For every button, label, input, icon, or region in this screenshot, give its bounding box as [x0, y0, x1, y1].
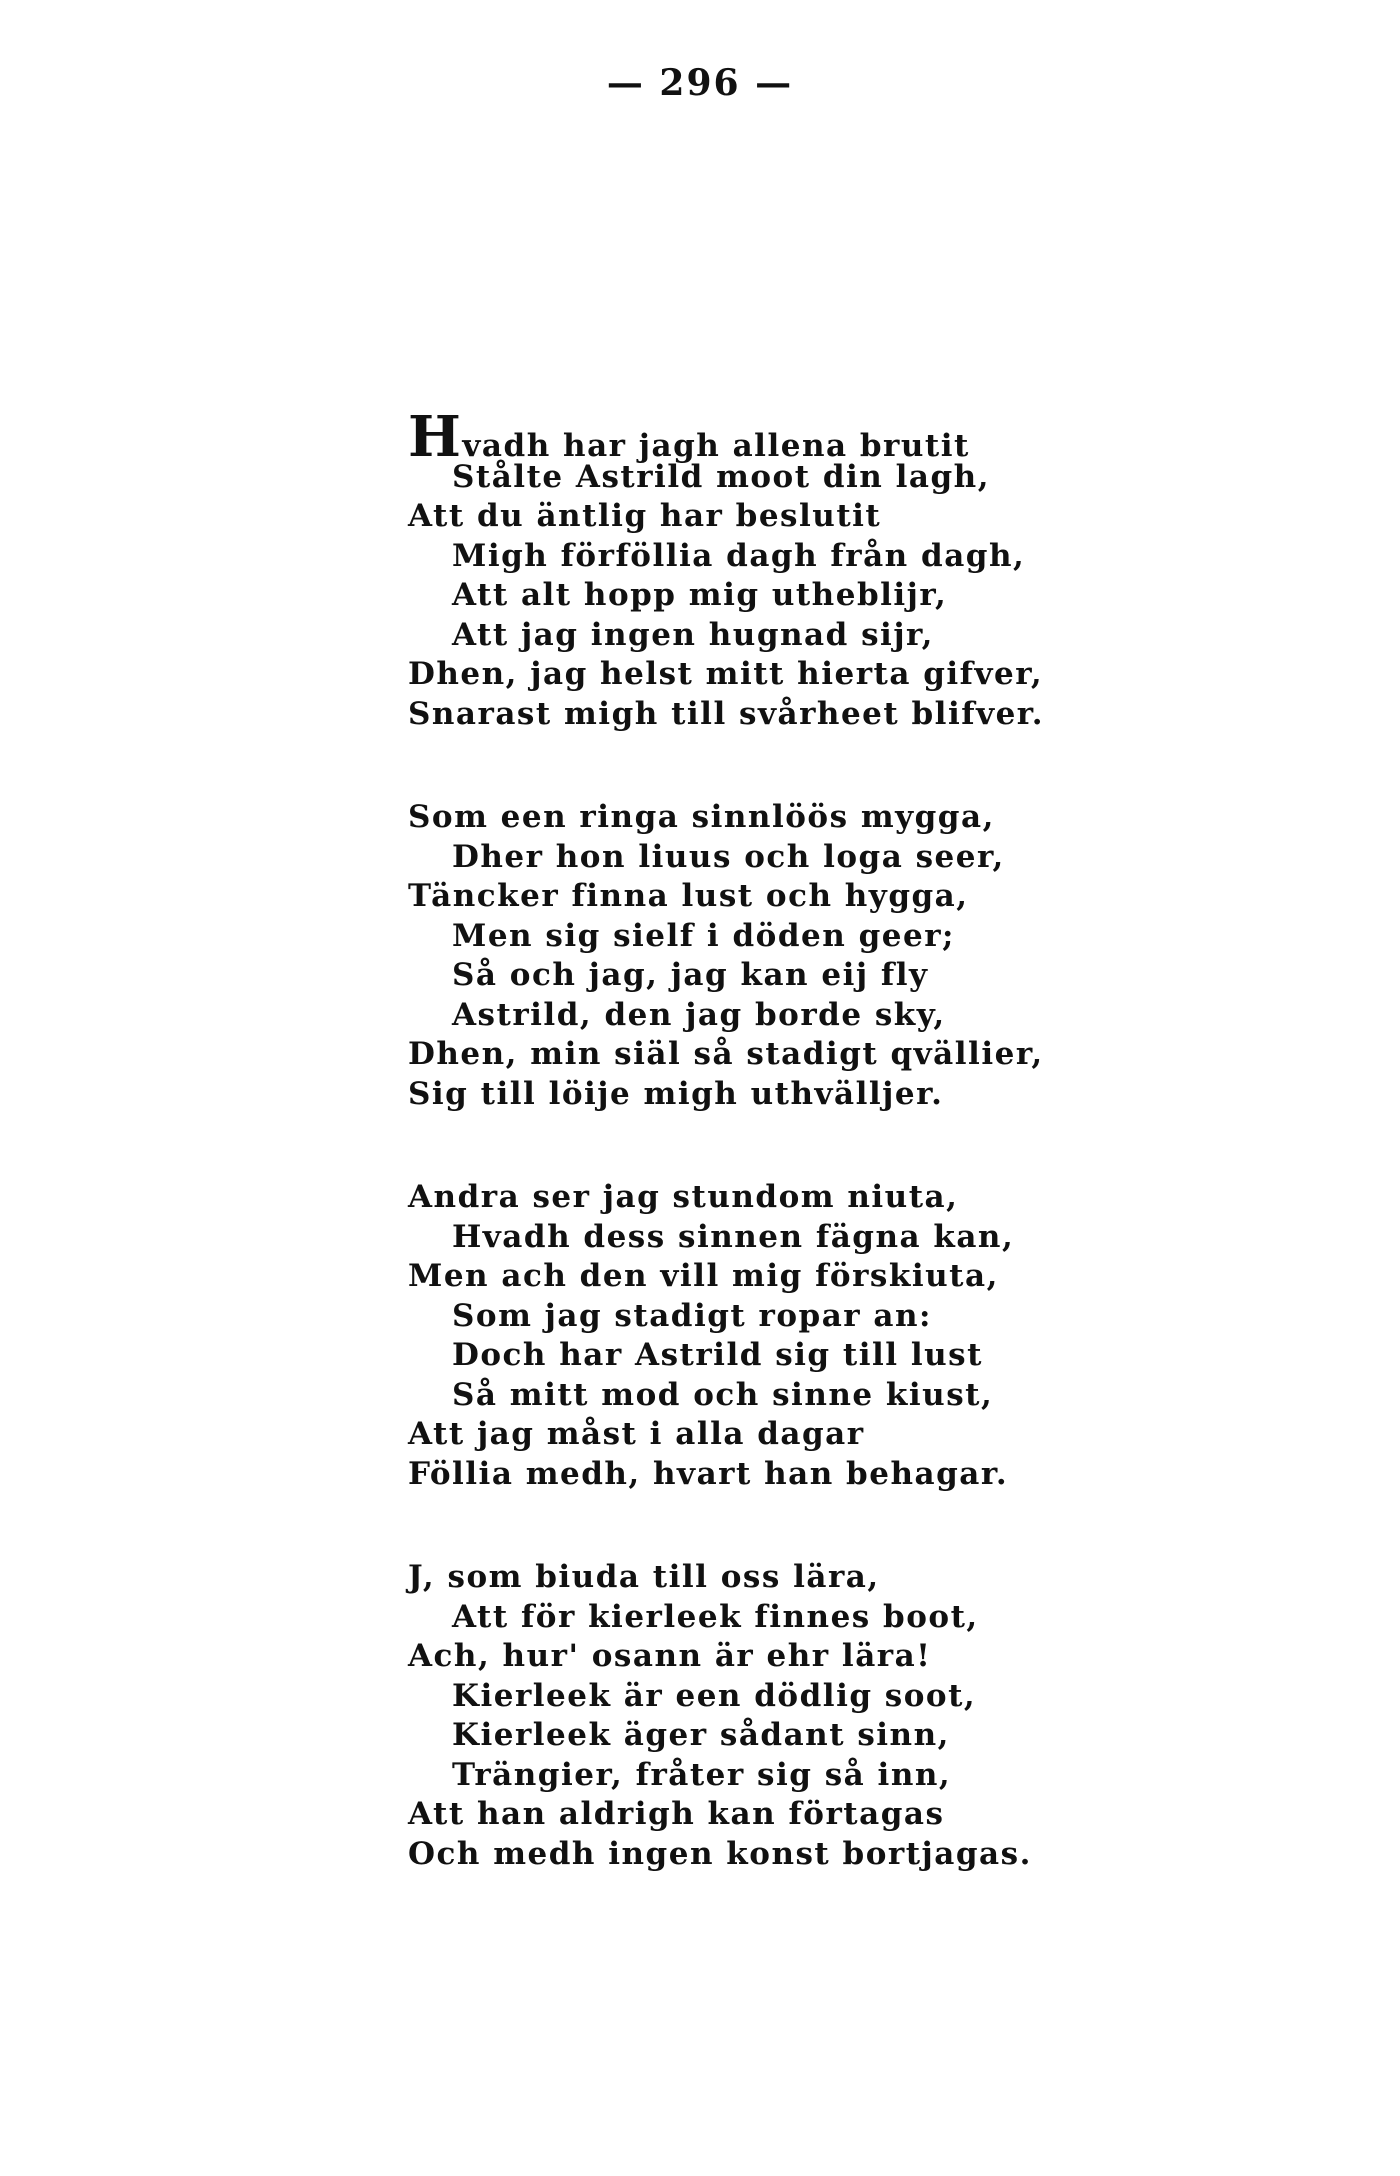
poem-line: Att jag måst i alla dagar	[408, 1416, 865, 1452]
poem-line: Men sig sielf i döden geer;	[452, 917, 955, 954]
poem-line: Dhen, min siäl så stadigt qvällier,	[408, 1036, 1044, 1072]
poem-line: Kierleek äger sådant sinn,	[452, 1717, 950, 1753]
poem-line: Som een ringa sinnlöös mygga,	[408, 799, 995, 835]
poem-line: Andra ser jag stundom niuta,	[408, 1179, 959, 1215]
poem-line: Att du äntlig har beslutit	[408, 498, 882, 534]
poem-line: Ach, hur' osann är ehr lära!	[408, 1638, 932, 1674]
poem-line: Att jag ingen hugnad sijr,	[452, 616, 934, 653]
stanza-1	[408, 404, 1328, 734]
poem-line: Snarast migh till svårheet blifver.	[408, 695, 1045, 732]
poem-line: Så och jag, jag kan eij fly	[452, 957, 929, 993]
stanza-2	[408, 798, 1328, 1114]
first-line-text: vadh har jagh allena brutit	[462, 428, 970, 464]
poem-line	[408, 404, 1328, 470]
poem-line: Stålte Astrild moot din lagh,	[452, 458, 991, 495]
poem-line: Så mitt mod och sinne kiust,	[452, 1376, 994, 1413]
poem-line: Men ach den vill mig förskiuta,	[408, 1258, 999, 1294]
poem-line: Föllia medh, hvart han behagar.	[408, 1455, 1009, 1492]
poem-line: Migh förföllia dagh från dagh,	[452, 537, 1026, 574]
stanza-4	[408, 1558, 1328, 1874]
poem-line: Som jag stadigt ropar an:	[452, 1297, 932, 1334]
poem-line: Att han aldrigh kan förtagas	[408, 1796, 945, 1832]
poem-line: Och medh ingen konst bortjagas.	[408, 1835, 1032, 1872]
poem-line: Trängier, fråter sig så inn,	[452, 1756, 952, 1793]
poem-line: Att för kierleek finnes boot,	[452, 1598, 979, 1635]
poem-line: J, som biuda till oss lära,	[408, 1559, 880, 1595]
poem-line: Täncker finna lust och hygga,	[408, 878, 969, 914]
poem-line: Hvadh dess sinnen fägna kan,	[452, 1218, 1015, 1255]
page-number: — 296 —	[606, 62, 794, 104]
poem-line: Dhen, jag helst mitt hierta gifver,	[408, 656, 1044, 692]
poem-line: Dher hon liuus och loga seer,	[452, 838, 1005, 875]
poem-line: Sig till löije migh uthvälljer.	[408, 1075, 944, 1112]
stanza-3	[408, 1178, 1328, 1494]
poem-line: Astrild, den jag borde sky,	[452, 996, 946, 1033]
poem-line: Kierleek är een dödlig soot,	[452, 1677, 977, 1714]
drop-cap-initial: H	[408, 404, 463, 470]
poem-line: Att alt hopp mig utheblijr,	[452, 577, 948, 613]
poem	[408, 404, 1328, 1938]
poem-line: Doch har Astrild sig till lust	[452, 1337, 983, 1373]
